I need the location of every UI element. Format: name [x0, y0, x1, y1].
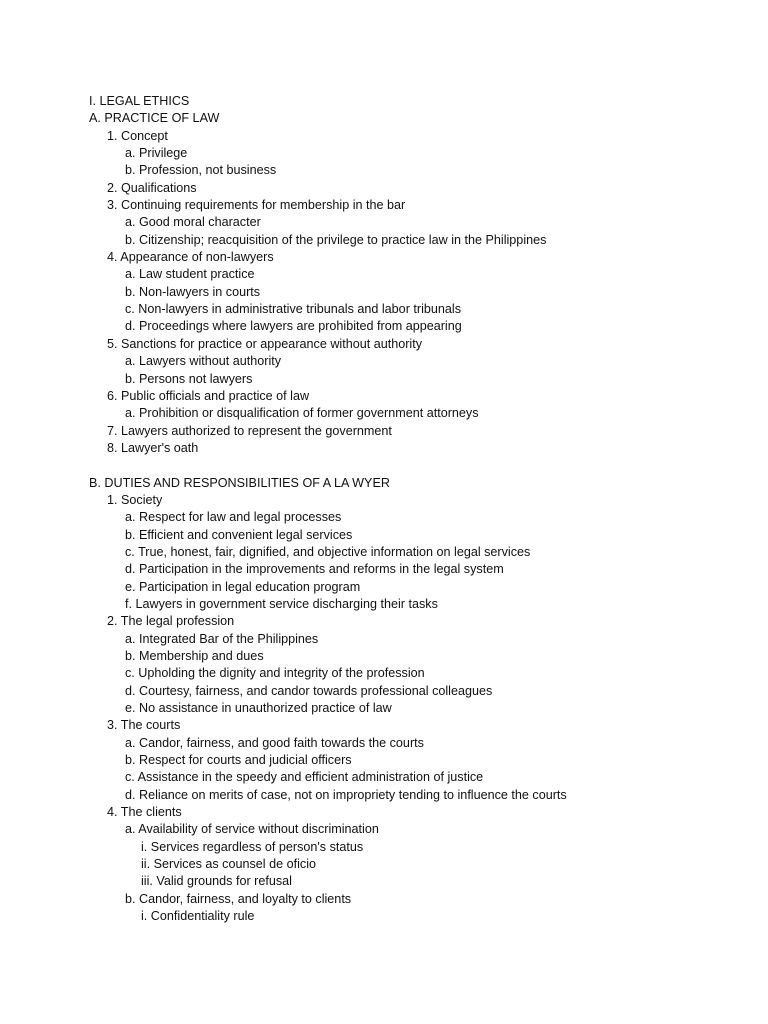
outline-subitem: d. Reliance on merits of case, not on impropriety tending to influence the courts [125, 787, 567, 802]
outline-item: 2. Qualifications [107, 180, 197, 195]
outline-item: 7. Lawyers authorized to represent the government [107, 423, 392, 438]
outline-subsubitem: i. Services regardless of person's status [141, 839, 364, 854]
outline-subitem: b. Efficient and convenient legal services [125, 527, 353, 542]
blank-line [0, 457, 768, 474]
outline-item: 1. Concept [107, 128, 168, 143]
outline-item: 3. Continuing requirements for membership in the bar [107, 198, 406, 213]
outline-subitem: c. Non-lawyers in administrative tribunals and labor tribunals [125, 302, 461, 317]
outline-subitem: a. Candor, fairness, and good faith towards the courts [125, 735, 424, 750]
outline-subitem: a. Integrated Bar of the Philippines [125, 631, 319, 646]
outline-heading: A. PRACTICE OF LAW [89, 111, 220, 126]
outline-item: 5. Sanctions for practice or appearance without authority [107, 336, 423, 351]
outline-item: 4. Appearance of non-lawyers [107, 250, 274, 265]
outline-item: 4. The clients [107, 805, 182, 820]
outline-subitem: b. Respect for courts and judicial officers [125, 753, 352, 768]
outline-subitem: d. Participation in the improvements and reforms in the legal system [125, 562, 504, 577]
outline-subitem: e. No assistance in unauthorized practice of law [125, 701, 392, 716]
outline-subitem: b. Persons not lawyers [125, 371, 253, 386]
outline-subitem: a. Lawyers without authority [125, 354, 282, 369]
outline-subitem: d. Courtesy, fairness, and candor towards professional colleagues [125, 683, 493, 698]
outline-subitem: a. Law student practice [125, 267, 255, 282]
outline-subitem: b. Citizenship; reacquisition of the privilege to practice law in the Philippines [125, 232, 547, 247]
outline-subitem: f. Lawyers in government service discharging their tasks [125, 596, 438, 611]
outline-subitem: c. Assistance in the speedy and efficient administration of justice [125, 770, 484, 785]
outline-item: 1. Society [107, 492, 163, 507]
outline-subitem: a. Availability of service without discrimination [125, 822, 379, 837]
outline-subitem: a. Privilege [125, 146, 188, 161]
outline-subitem: b. Membership and dues [125, 649, 264, 663]
outline-subsubitem: iii. Valid grounds for refusal [141, 874, 292, 889]
outline-subitem: a. Prohibition or disqualification of former government attorneys [125, 406, 479, 421]
outline-subitem: c. True, honest, fair, dignified, and objective information on legal services [125, 544, 531, 559]
outline-item: 8. Lawyer's oath [107, 440, 199, 455]
outline-subsubitem: i. Confidentiality rule [141, 909, 255, 924]
outline-subitem: b. Non-lawyers in courts [125, 284, 261, 299]
outline-subitem: c. Upholding the dignity and integrity of the profession [125, 666, 425, 681]
outline-subitem: e. Participation in legal education program [125, 579, 361, 594]
outline-subitem: a. Good moral character [125, 215, 261, 230]
outline-item: 3. The courts [107, 718, 181, 733]
outline-subitem: a. Respect for law and legal processes [125, 510, 342, 525]
outline-item: 6. Public officials and practice of law [107, 388, 310, 403]
outline-heading: I. LEGAL ETHICS [89, 94, 190, 108]
outline-heading: B. DUTIES AND RESPONSIBILITIES OF A LA WYER [89, 475, 390, 490]
outline-subitem: d. Proceedings where lawyers are prohibited from appearing [125, 319, 462, 334]
outline-item: 2. The legal profession [107, 614, 235, 629]
outline-subsubitem: ii. Services as counsel de oficio [141, 857, 316, 872]
outline-subitem: b. Profession, not business [125, 163, 277, 178]
outline-list [0, 93, 768, 926]
outline-subitem: b. Candor, fairness, and loyalty to clients [125, 891, 352, 906]
